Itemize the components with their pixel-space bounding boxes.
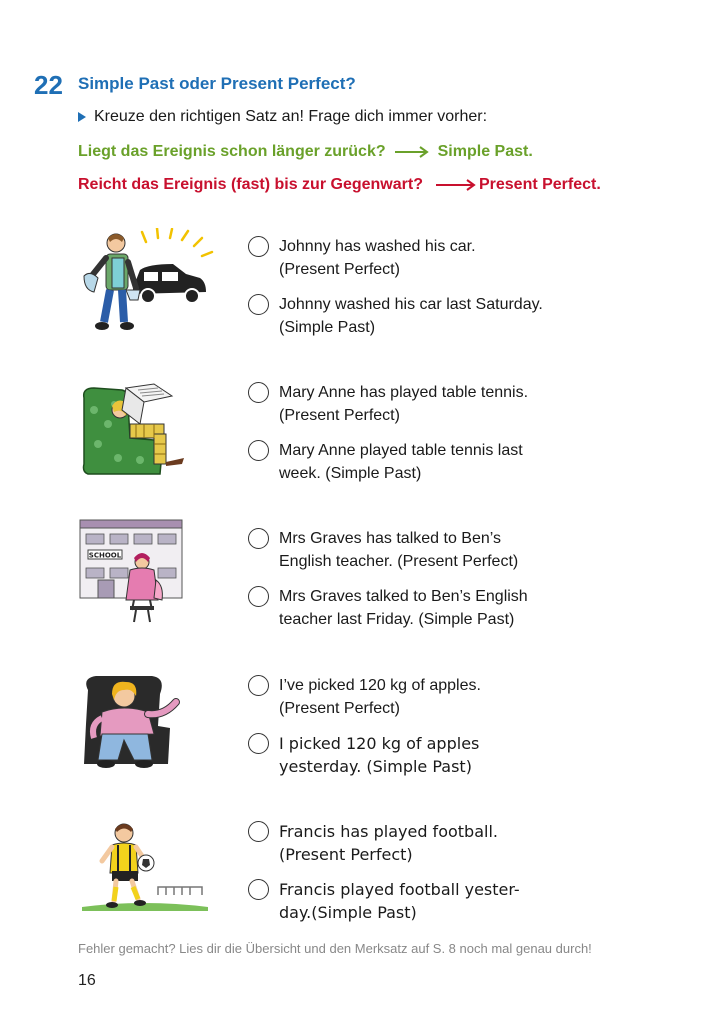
checkbox-circle[interactable] xyxy=(248,440,269,461)
play-triangle-icon xyxy=(78,112,86,122)
boy-football-illustration xyxy=(78,815,210,915)
instruction-text: Kreuze den richtigen Satz an! Frage dich immer vorher: xyxy=(94,108,488,125)
option-sentence: Johnny has washed his car. xyxy=(279,238,476,255)
footer-hint: Fehler gemacht? Lies dir die Übersicht und den Merksatz auf S. 8 noch mal genau durch! xyxy=(78,941,592,956)
rule-simple-past xyxy=(78,143,533,161)
option-item1-simple-past[interactable] xyxy=(248,294,578,339)
instruction xyxy=(78,108,487,126)
man-washing-car-illustration xyxy=(78,228,218,336)
school-building-illustration xyxy=(78,518,186,626)
option-sentence: Mary Anne has played table tennis. xyxy=(279,384,529,401)
rule-past-answer: Simple Past. xyxy=(437,143,533,160)
checkbox-circle[interactable] xyxy=(248,821,269,842)
option-item3-present-perfect[interactable] xyxy=(248,528,578,573)
option-tense: day.(Simple Past) xyxy=(279,903,417,922)
option-tense: teacher last Friday. (Simple Past) xyxy=(279,611,515,628)
page-number: 16 xyxy=(78,972,96,989)
option-item1-present-perfect[interactable] xyxy=(248,236,578,281)
option-sentence: I’ve picked 120 kg of apples. xyxy=(279,677,481,694)
option-sentence: Mrs Graves has talked to Ben’s xyxy=(279,530,502,547)
option-tense: (Present Perfect) xyxy=(279,700,400,717)
option-tense: (Present Perfect) xyxy=(279,845,413,864)
rule-perfect-answer: Present Perfect. xyxy=(478,176,601,193)
option-tense: (Simple Past) xyxy=(279,319,376,336)
option-tense: English teacher. (Present Perfect) xyxy=(279,553,519,570)
checkbox-circle[interactable] xyxy=(248,586,269,607)
option-item2-simple-past[interactable] xyxy=(248,440,578,485)
exercise-title: Simple Past oder Present Perfect? xyxy=(78,74,356,93)
woman-reading-illustration xyxy=(78,380,190,480)
school-sign: SCHOOL xyxy=(88,551,122,560)
rule-present-perfect xyxy=(78,176,601,194)
checkbox-circle[interactable] xyxy=(248,294,269,315)
option-sentence: Mary Anne played table tennis last xyxy=(279,442,523,459)
option-sentence: Francis has played football. xyxy=(279,822,498,841)
rule-past-question: Liegt das Ereignis schon länger zurück? xyxy=(78,143,386,160)
woman-relaxing-illustration xyxy=(78,668,192,772)
option-tense: week. (Simple Past) xyxy=(279,465,422,482)
option-tense: yesterday. (Simple Past) xyxy=(279,757,472,776)
arrow-right-icon xyxy=(394,146,430,158)
option-item5-simple-past[interactable] xyxy=(248,879,578,924)
checkbox-circle[interactable] xyxy=(248,236,269,257)
option-item5-present-perfect[interactable] xyxy=(248,821,578,866)
rule-perfect-question: Reicht das Ereignis (fast) bis zur Gegenwart? xyxy=(78,176,423,193)
option-item4-present-perfect[interactable] xyxy=(248,675,578,720)
checkbox-circle[interactable] xyxy=(248,528,269,549)
option-item4-simple-past[interactable] xyxy=(248,733,578,778)
arrow-right-icon xyxy=(435,179,477,191)
option-sentence: I picked 120 kg of apples xyxy=(279,734,480,753)
option-tense: (Present Perfect) xyxy=(279,261,400,278)
option-tense: (Present Perfect) xyxy=(279,407,400,424)
option-sentence: Francis played football yester- xyxy=(279,880,520,899)
option-sentence: Mrs Graves talked to Ben’s English xyxy=(279,588,528,605)
checkbox-circle[interactable] xyxy=(248,733,269,754)
option-item3-simple-past[interactable] xyxy=(248,586,578,631)
exercise-number: 22 xyxy=(34,70,63,100)
option-item2-present-perfect[interactable] xyxy=(248,382,578,427)
option-sentence: Johnny washed his car last Saturday. xyxy=(279,296,543,313)
checkbox-circle[interactable] xyxy=(248,675,269,696)
checkbox-circle[interactable] xyxy=(248,382,269,403)
checkbox-circle[interactable] xyxy=(248,879,269,900)
